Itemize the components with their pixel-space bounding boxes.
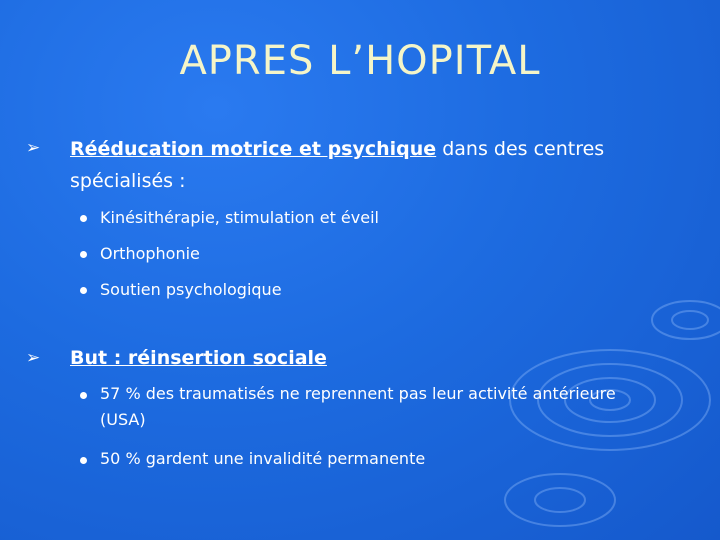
heading-rest: dans des centres spécialisés : — [70, 138, 605, 192]
section-heading-goal — [70, 342, 690, 374]
list-item: Soutien psychologique — [100, 280, 282, 299]
round-dot-bullet-icon — [80, 392, 87, 399]
heading-emphasis: Rééducation motrice et psychique — [70, 138, 437, 160]
round-dot-bullet-icon — [80, 251, 87, 258]
list-item: 57 % des traumatisés ne reprennent pas leur activité antérieure (USA) — [100, 384, 616, 429]
round-dot-bullet-icon — [80, 287, 87, 294]
list-item: Orthophonie — [100, 244, 200, 263]
arrowhead-bullet-icon: ➢ — [26, 138, 41, 158]
round-dot-bullet-icon — [80, 457, 87, 464]
heading-emphasis: But : réinsertion sociale — [70, 347, 327, 369]
list-item: Kinésithérapie, stimulation et éveil — [100, 208, 379, 227]
list-item: 50 % gardent une invalidité permanente — [100, 449, 426, 468]
round-dot-bullet-icon — [80, 215, 87, 222]
section-heading-rehab — [70, 133, 690, 197]
slide-title: APRES L’HOPITAL — [179, 38, 541, 84]
arrowhead-bullet-icon: ➢ — [26, 348, 41, 368]
